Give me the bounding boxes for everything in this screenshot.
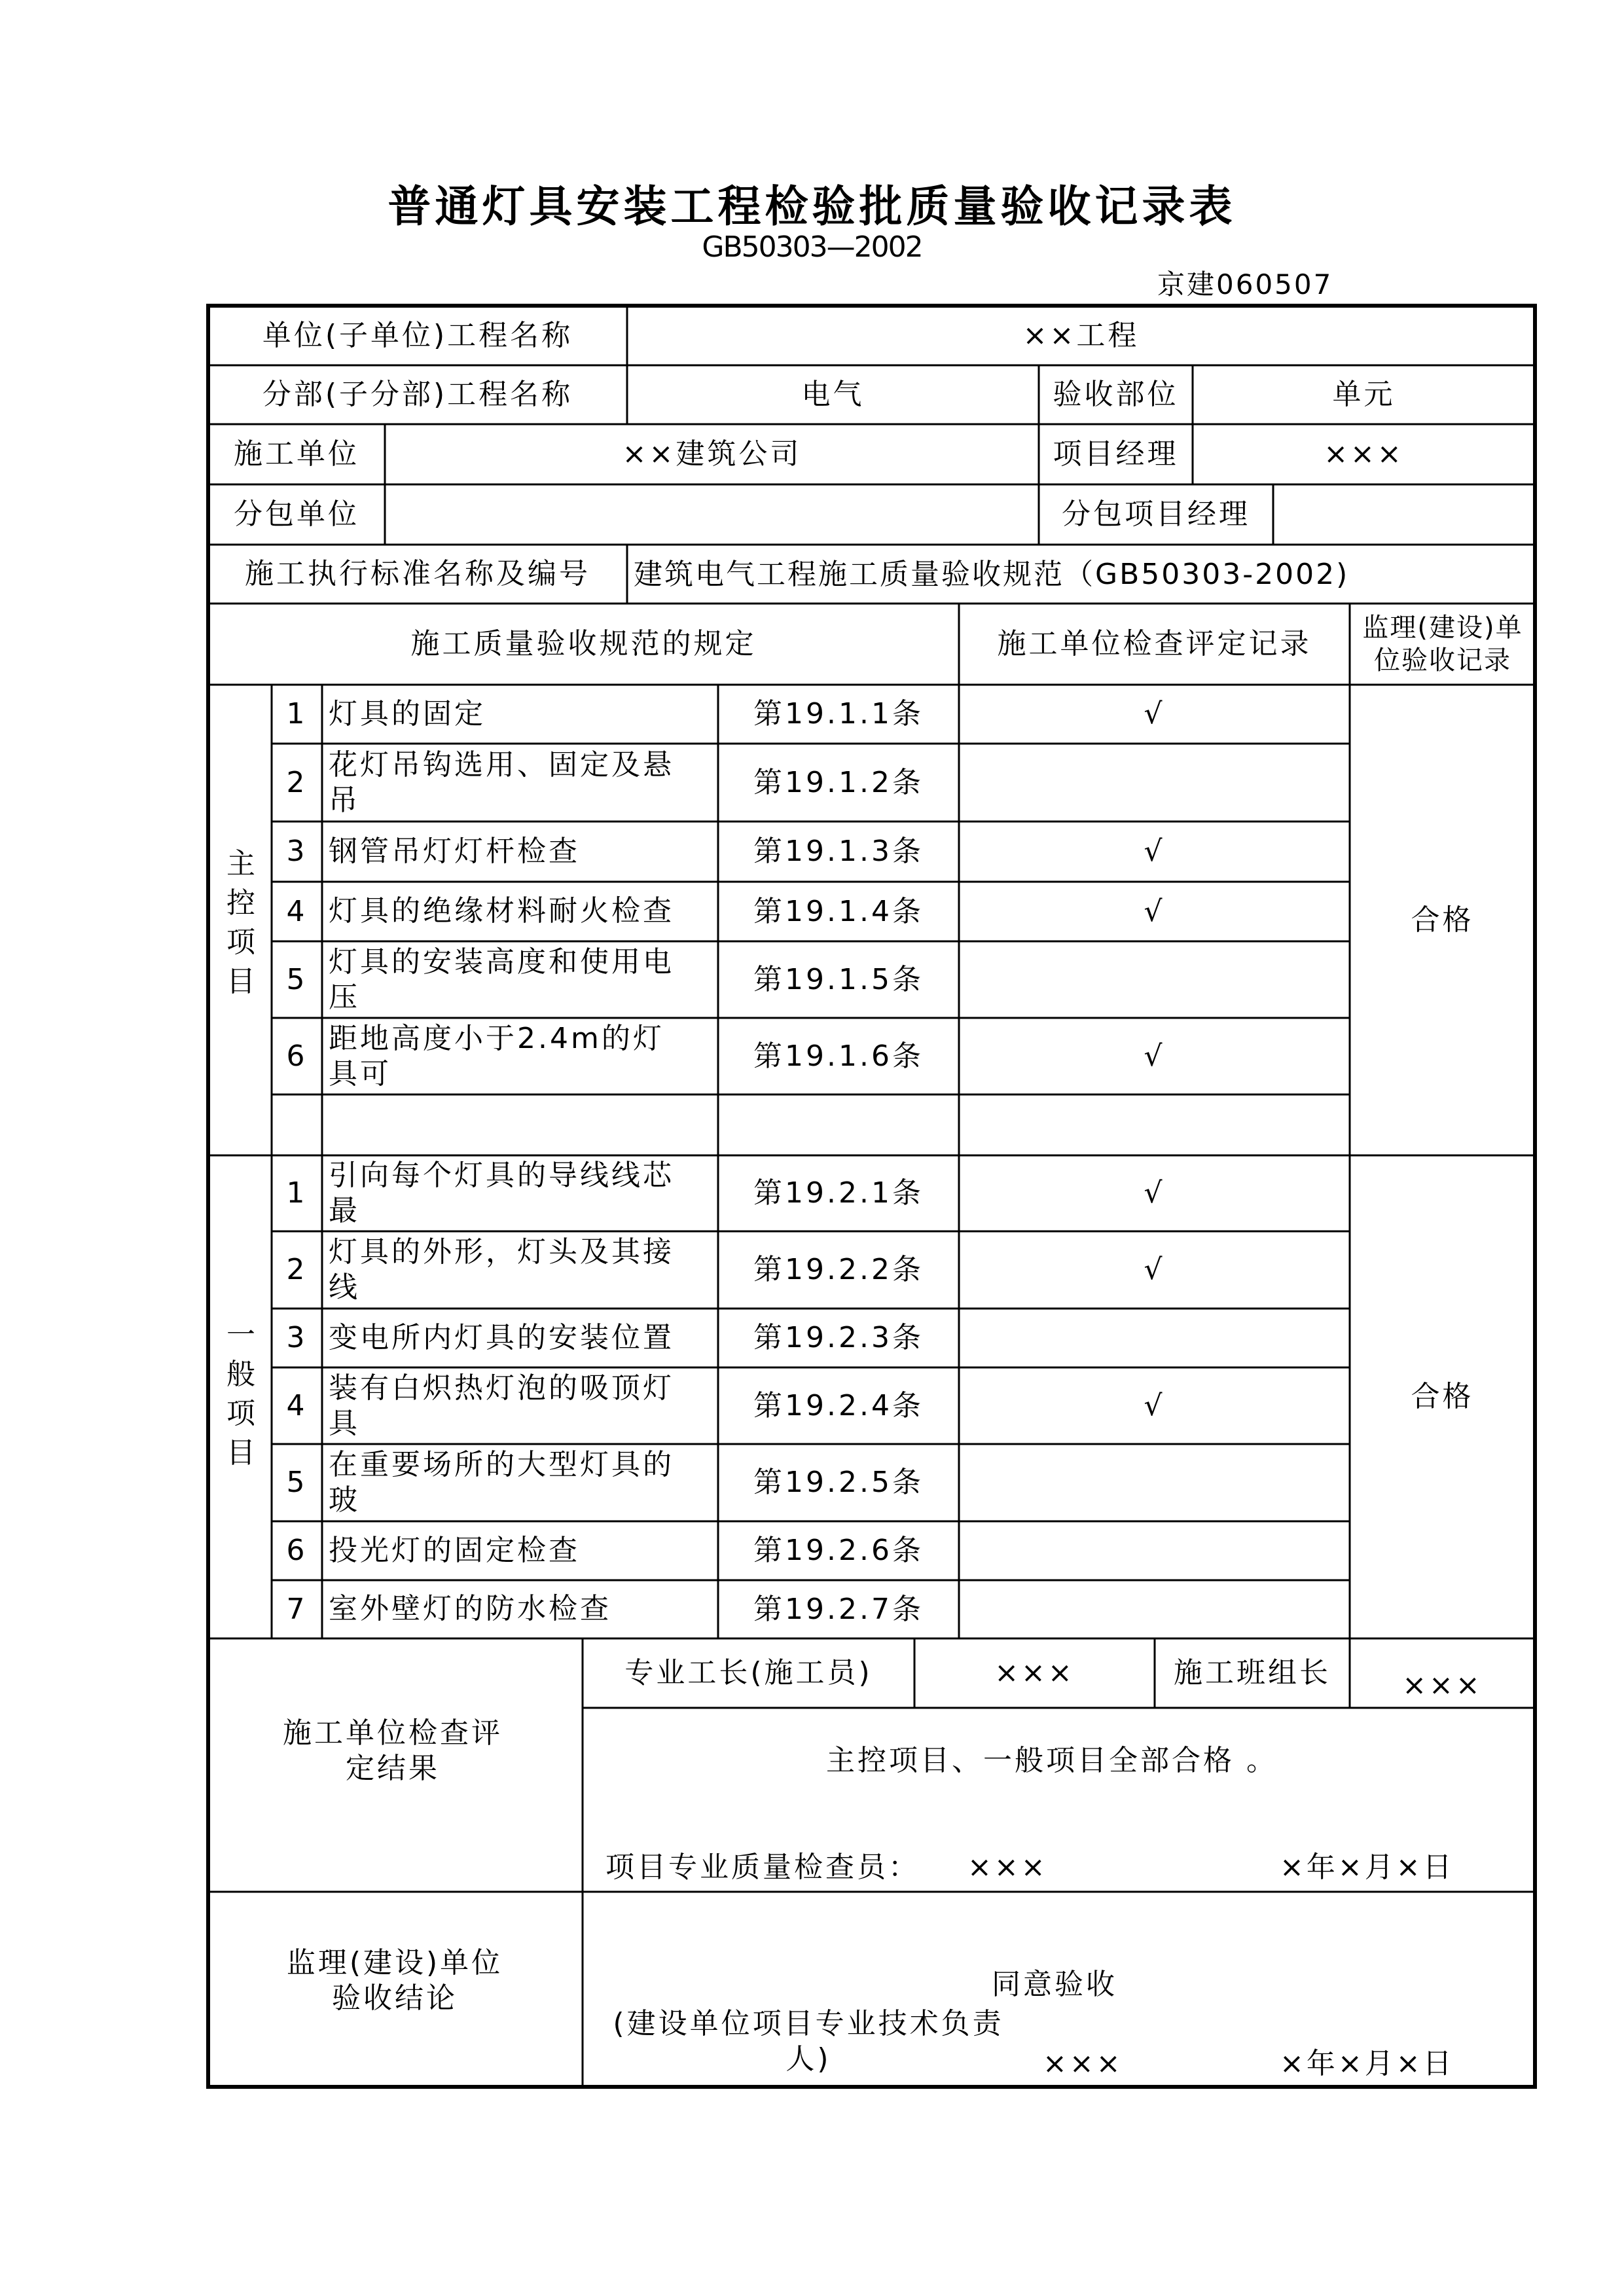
- form-title: 普通灯具安装工程检验批质量验收记录表: [388, 181, 1236, 232]
- general-item-desc: 变电所内灯具的安装位置: [329, 1321, 674, 1354]
- main-item-no: 1: [286, 697, 308, 731]
- project-manager-value: ×××: [1324, 437, 1404, 471]
- general-group-label: 一 般 项 目: [226, 1318, 255, 1470]
- general-item-check: [959, 1580, 1350, 1638]
- main-item-desc: 灯具的固定: [329, 697, 486, 731]
- general-item-desc: 投光灯的固定检查: [329, 1534, 580, 1567]
- general-item-desc: 灯具的外形，灯头及其接线: [329, 1235, 674, 1304]
- signer-label: (建设单位项目专业技术负责人): [613, 2007, 1004, 2076]
- document-number: 京建060507: [1157, 268, 1333, 300]
- contractor-value: ××建筑公司: [622, 437, 802, 471]
- main-item-desc: 花灯吊钩选用、固定及悬吊: [329, 748, 674, 817]
- main-item-no: 6: [286, 1039, 308, 1073]
- main-item-no: 2: [286, 765, 308, 799]
- main-item-desc: 钢管吊灯灯杆检查: [329, 835, 580, 868]
- supervision-label: 监理(建设)单位验收结论: [286, 1946, 503, 2015]
- foreman-label: 专业工长(施工员): [624, 1656, 873, 1690]
- general-item-desc: 引向每个灯具的导线线芯最: [329, 1159, 674, 1227]
- general-item-check: √: [1144, 1176, 1165, 1210]
- main-item-no: 3: [286, 835, 308, 868]
- main-item-desc: 距地高度小于2.4m的灯具可: [329, 1022, 664, 1091]
- general-item-no: 6: [286, 1534, 308, 1567]
- general-item-no: 3: [286, 1321, 308, 1354]
- sub-project-value: 电气: [801, 378, 865, 411]
- general-item-check: [959, 1309, 1350, 1367]
- contractor-conclusion: 主控项目、一般项目全部合格 。: [826, 1744, 1278, 1777]
- subcontractor-label: 分包单位: [234, 497, 359, 531]
- general-item-check: √: [1144, 1253, 1165, 1286]
- acceptance-part-value: 单元: [1332, 378, 1396, 411]
- main-item-clause: 第19.1.4条: [753, 894, 924, 928]
- general-item-no: 1: [286, 1176, 308, 1210]
- general-item-no: 2: [286, 1253, 308, 1286]
- standard-value: 建筑电气工程施工质量验收规范（GB50303-2002): [634, 558, 1350, 591]
- subcontractor-value: [385, 484, 1039, 545]
- col-spec-header: 施工质量验收规范的规定: [410, 627, 757, 660]
- general-item-clause: 第19.2.7条: [753, 1592, 924, 1626]
- general-item-check: [959, 1444, 1350, 1521]
- main-item-clause: 第19.1.3条: [753, 835, 924, 868]
- general-item-no: 7: [286, 1592, 308, 1626]
- main-item-no: 5: [286, 962, 308, 996]
- inspector-label: 项目专业质量检查员：: [605, 1851, 920, 1884]
- unit-project-label: 单位(子单位)工程名称: [262, 318, 573, 352]
- inspector-value: ×××: [967, 1851, 1048, 1884]
- sub-project-label: 分部(子分部)工程名称: [262, 378, 573, 411]
- main-item-clause: 第19.1.2条: [753, 765, 924, 799]
- main-group-label: 主 控 项 目: [226, 847, 255, 998]
- general-item-clause: 第19.2.4条: [753, 1388, 924, 1422]
- foreman-value: ×××: [994, 1656, 1075, 1690]
- general-item-clause: 第19.2.2条: [753, 1253, 924, 1286]
- supervision-date: ×年×月×日: [1280, 2047, 1454, 2080]
- general-item-clause: 第19.2.5条: [753, 1466, 924, 1499]
- general-item-clause: 第19.2.1条: [753, 1176, 924, 1210]
- unit-project-value: ××工程: [1022, 318, 1140, 352]
- main-group-result: 合格: [1411, 903, 1474, 937]
- sub-pm-value: [1273, 484, 1535, 545]
- standard-code: GB50303—2002: [702, 230, 922, 264]
- standard-label: 施工执行标准名称及编号: [245, 557, 590, 590]
- supervision-conclusion: 同意验收: [992, 1968, 1117, 2001]
- main-item-clause: 第19.1.6条: [753, 1039, 924, 1073]
- main-item-clause: 第19.1.5条: [753, 962, 924, 996]
- contractor-label: 施工单位: [234, 437, 359, 471]
- general-item-no: 4: [286, 1388, 308, 1422]
- team-leader-value: ×××: [1402, 1668, 1483, 1702]
- general-group-result: 合格: [1411, 1380, 1474, 1413]
- main-item-desc: 灯具的安装高度和使用电压: [329, 945, 674, 1014]
- general-item-check: [959, 1521, 1350, 1580]
- main-item-desc: 灯具的绝缘材料耐火检查: [329, 894, 674, 928]
- acceptance-part-label: 验收部位: [1053, 378, 1179, 411]
- col-record-header: 施工单位检查评定记录: [997, 627, 1312, 660]
- general-item-desc: 在重要场所的大型灯具的玻: [329, 1448, 674, 1517]
- main-item-check: √: [1144, 835, 1165, 868]
- general-item-clause: 第19.2.6条: [753, 1534, 924, 1567]
- contractor-check-label: 施工单位检查评定结果: [283, 1716, 503, 1785]
- general-item-desc: 室外壁灯的防水检查: [329, 1592, 611, 1625]
- main-item-check: √: [1144, 1039, 1165, 1073]
- sub-pm-label: 分包项目经理: [1062, 497, 1250, 531]
- general-item-clause: 第19.2.3条: [753, 1321, 924, 1354]
- team-leader-label: 施工班组长: [1174, 1656, 1331, 1690]
- main-item-check: √: [1144, 894, 1165, 928]
- contractor-date: ×年×月×日: [1280, 1851, 1454, 1884]
- project-manager-label: 项目经理: [1053, 437, 1179, 471]
- general-item-no: 5: [286, 1466, 308, 1499]
- main-item-no: 4: [286, 894, 308, 928]
- general-item-check: √: [1144, 1388, 1165, 1422]
- main-item-check: [959, 744, 1350, 822]
- main-item-check: √: [1144, 697, 1165, 731]
- main-item-clause: 第19.1.1条: [753, 697, 924, 731]
- main-item-check: [959, 941, 1350, 1018]
- col-supervision-header: 监理(建设)单位验收记录: [1362, 613, 1523, 676]
- general-item-desc: 装有白炽热灯泡的吸顶灯具: [329, 1371, 674, 1440]
- signer-value: ×××: [1043, 2047, 1123, 2080]
